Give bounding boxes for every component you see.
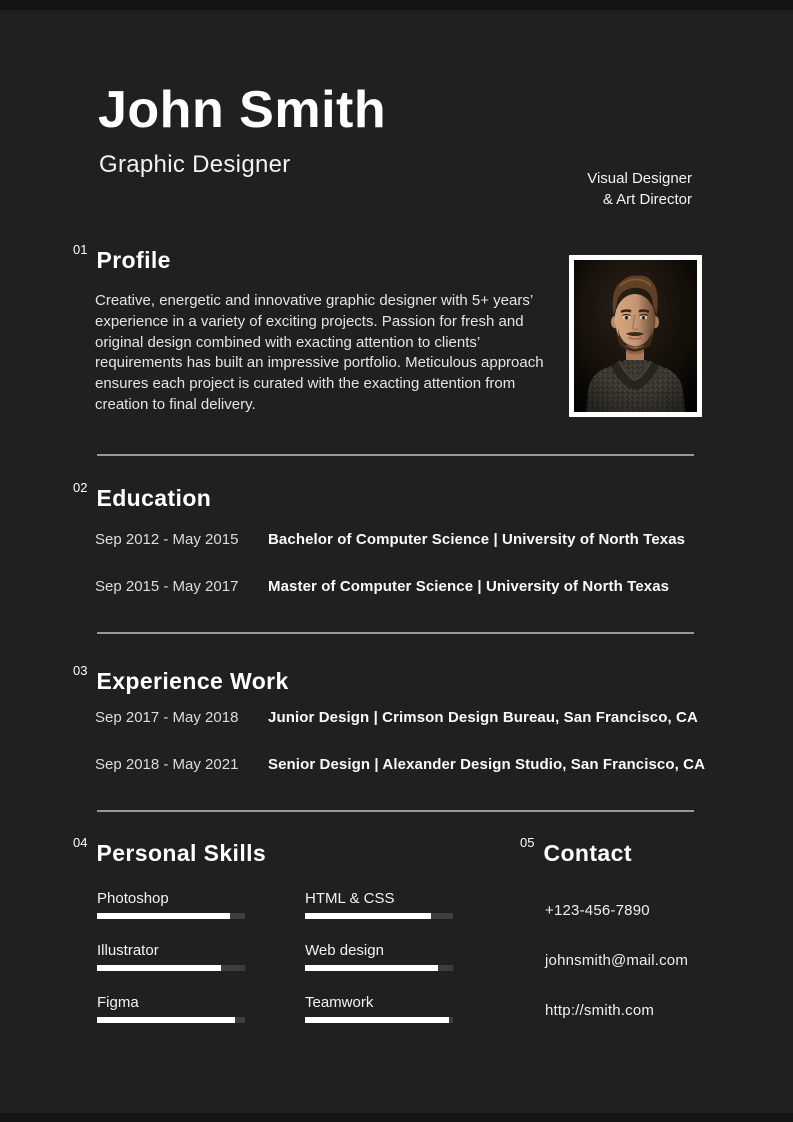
skill-label: Photoshop [97,890,169,907]
skill-label: Figma [97,994,139,1011]
skill-item [97,890,245,919]
section-title: Personal Skills [96,840,267,866]
job-title: Graphic Designer [99,151,291,178]
skills-column-1 [97,890,245,1046]
education-entry [95,531,685,548]
section-divider [97,454,694,456]
section-number: 05 [520,835,535,850]
section-divider [97,810,694,812]
entry-dates: Sep 2017 - May 2018 [95,709,239,726]
section-personal-skills [73,835,453,1046]
section-title: Education [96,485,212,511]
section-heading [520,835,688,867]
skill-item [97,994,245,1023]
profile-summary-text: Creative, energetic and innovative graphic designer with 5+ years’ experience in a variety of exciting projects. Passion for fresh and original design combined with exacting attention to clients’ requirements has built an impressive portfolio. Meticulous approach ensures each project is curated with the exacting attention from creation to final delivery. [95,292,544,413]
skill-bar-fill [97,965,221,971]
skills-column-2 [305,890,453,1046]
tagline [587,168,692,210]
section-title: Contact [543,840,632,866]
entry-description: Bachelor of Computer Science | University of North Texas [268,531,686,548]
section-number: 01 [73,242,88,257]
entry-dates: Sep 2018 - May 2021 [95,756,239,773]
contact-email: johnsmith@mail.com [545,952,689,969]
skill-item [305,994,453,1023]
section-number: 02 [73,480,88,495]
section-heading [73,242,563,274]
skill-bar-fill [305,965,438,971]
entry-description: Master of Computer Science | University of North Texas [268,578,670,595]
section-heading [73,835,453,867]
skill-label: Teamwork [305,994,374,1011]
section-heading [73,663,705,695]
skill-bar-fill [97,913,230,919]
education-entry [95,578,685,595]
tagline-line1: Visual Designer [587,170,692,187]
skill-item [97,942,245,971]
section-experience [73,663,706,803]
bottom-edge-strip [0,1113,793,1122]
entry-dates: Sep 2012 - May 2015 [95,531,239,548]
entry-dates: Sep 2015 - May 2017 [95,578,239,595]
entry-description: Senior Design | Alexander Design Studio, San Francisco, CA [268,756,706,773]
section-heading [73,480,685,512]
skill-item [305,890,453,919]
skill-bar-track [305,1017,453,1023]
skill-bar-track [305,913,453,919]
skill-label: Web design [305,942,384,959]
skill-bar-fill [305,1017,449,1023]
section-title: Profile [96,247,171,273]
contact-website: http://smith.com [545,1002,655,1019]
section-number: 04 [73,835,88,850]
section-education [73,480,686,625]
section-number: 03 [73,663,88,678]
skill-bar-fill [305,913,431,919]
profile-photo [569,255,702,417]
skill-bar-track [97,1017,245,1023]
skill-bar-fill [97,1017,235,1023]
experience-entry [95,709,705,726]
entry-description: Junior Design | Crimson Design Bureau, San Francisco, CA [268,709,698,726]
skill-bar-track [97,965,245,971]
section-profile [73,242,563,416]
section-divider [97,632,694,634]
portrait-illustration [574,260,697,412]
skill-item [305,942,453,971]
section-contact [520,835,689,1052]
experience-entry [95,756,705,773]
contact-phone: +123-456-7890 [545,902,650,919]
section-title: Experience Work [96,668,289,694]
person-name: John Smith [98,81,387,139]
top-edge-strip [0,0,793,10]
tagline-line2: & Art Director [602,191,692,208]
skill-label: HTML & CSS [305,890,395,907]
skill-bar-track [97,913,245,919]
skill-bar-track [305,965,453,971]
skill-label: Illustrator [97,942,159,959]
